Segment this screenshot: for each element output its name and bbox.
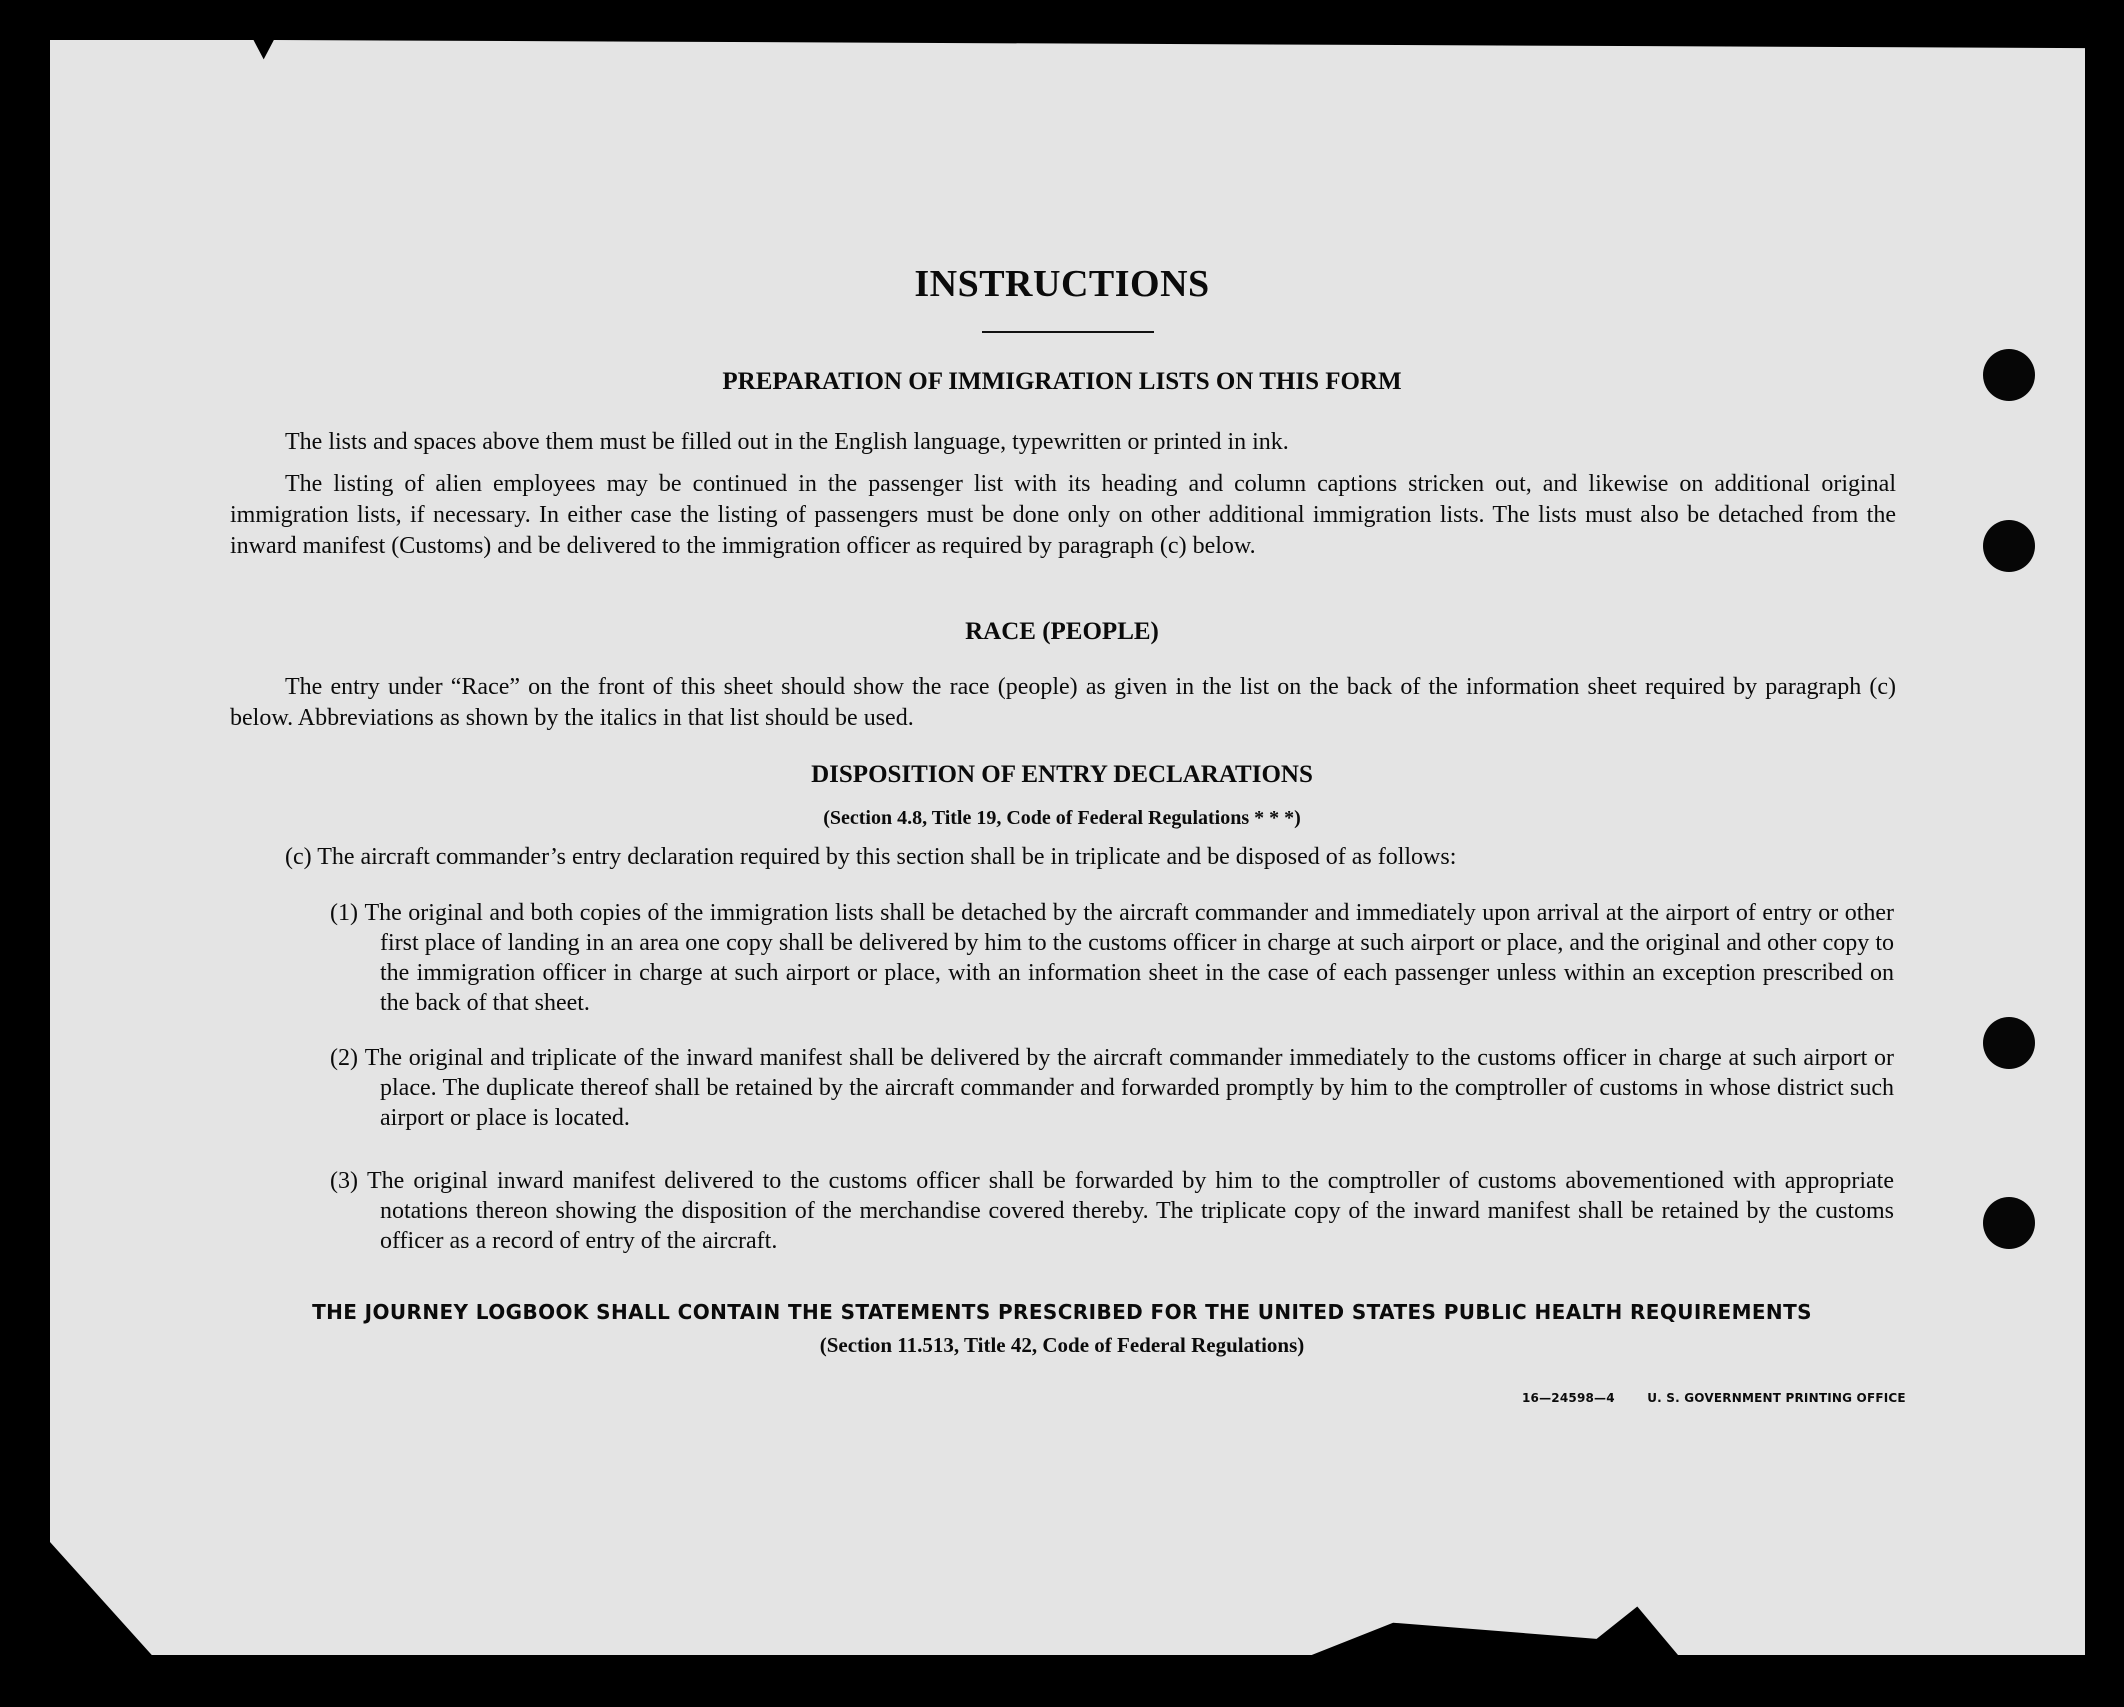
punch-hole (1983, 1017, 2035, 1069)
paragraph-text: The entry under “Race” on the front of this sheet should show the race (people) as given in the list on the back of the information sheet required by paragraph (c) below. Abbreviations as shown by the italics in that list should be used. (230, 674, 1896, 731)
section-heading-preparation: PREPARATION OF IMMIGRATION LISTS ON THIS FORM (722, 368, 1402, 395)
paragraph-race-entry (230, 672, 1896, 734)
list-item (330, 1043, 1894, 1133)
section-citation: (Section 4.8, Title 19, Code of Federal Regulations * * *) (823, 807, 1301, 829)
list-number: (1) (330, 900, 358, 926)
printer-imprint (1522, 1391, 1934, 1405)
punch-hole (1983, 1197, 2035, 1249)
list-item (330, 898, 1894, 1018)
paragraph-text: The lists and spaces above them must be filled out in the English language, typewritten or printed in ink. (285, 429, 1289, 455)
list-number: (3) (330, 1168, 358, 1194)
section-heading-disposition: DISPOSITION OF ENTRY DECLARATIONS (811, 761, 1313, 788)
paragraph-alien-employees (230, 469, 1896, 562)
list-text: The original and both copies of the immigration lists shall be detached by the aircraft commander and immediately upon arrival at the airport of entry or other first place of landing in an area one copy shall be delivered by him to the customs officer in charge at such airport or place, and the original and other copy to the immigration officer in charge at such airport or place, with an information sheet in the case of each passenger unless within an exception prescribed on the back of that sheet. (364, 900, 1895, 1016)
logbook-citation: (Section 11.513, Title 42, Code of Federal Regulations) (819, 1333, 1305, 1357)
paragraph-text: The listing of alien employees may be continued in the passenger list with its heading and column captions stricken out, and likewise on additional original immigration lists, if necessary. In either case the listing of passengers must be done only on other additional immigration lists. The lists must also be detached from the inward manifest (Customs) and be delivered to the immigration officer as required by paragraph (c) below. (230, 471, 1896, 559)
punch-hole (1983, 520, 2035, 572)
page-title: INSTRUCTIONS (914, 263, 1210, 305)
printer-name: U. S. GOVERNMENT PRINTING OFFICE (1647, 1391, 1906, 1405)
list-number: (2) (330, 1045, 358, 1071)
title-underline (982, 331, 1154, 333)
paragraph-intro-c: (c) The aircraft commander’s entry declaration required by this section shall be in triplicate and be disposed of as follows: (285, 844, 1457, 870)
list-item (330, 1166, 1894, 1256)
list-text: The original inward manifest delivered to the customs officer shall be forwarded by him to the comptroller of customs abovementioned with appropriate notations thereon showing the disposition of the merchandise covered thereby. The triplicate copy of the inward manifest shall be retained by the customs officer as a record of entry of the aircraft. (367, 1168, 1894, 1254)
list-text: The original and triplicate of the inward manifest shall be delivered by the aircraft commander immediately to the customs officer in charge at such airport or place. The duplicate thereof shall be retained by the aircraft commander and forwarded promptly by him to the comptroller of customs in whose district such airport or place is located. (364, 1045, 1895, 1131)
section-heading-race: RACE (PEOPLE) (965, 618, 1159, 645)
form-number: 16—24598—4 (1522, 1391, 1615, 1405)
paragraph-english-language (230, 427, 1896, 458)
logbook-requirement: THE JOURNEY LOGBOOK SHALL CONTAIN THE STATEMENTS PRESCRIBED FOR THE UNITED STATES PUBLIC HEALTH REQUIREMENTS (312, 1300, 1812, 1324)
